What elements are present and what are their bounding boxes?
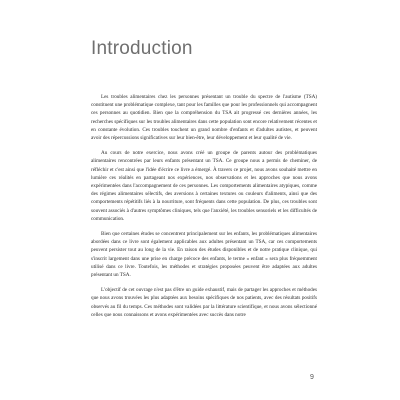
paragraph: Au cours de notre exercice, nous avons créé un groupe de parents autour des problématiques alimentaires rencontrées par leurs enfants présentant un TSA. Ce groupe nous a permis de cheminer, de réfléchir et c'est ainsi que l'idée d'écrire ce livre a émergé. À travers ce projet, nous avons souhaité mettre en lumière ces réalités en partageant nos expériences, nos observations et les approches que nous avons expérimentées dans l'accompagnement de ces personnes. Les comportements alimentaires atypiques, comme des régimes alimentaires sélectifs, des aversions à certaines textures ou couleurs d'aliments, ainsi que des comportements répétitifs liés à la nourriture, sont fréquents dans cette population. De plus, ces troubles sont souvent associés à d'autres symptômes cliniques, tels que l'anxiété, les troubles sensoriels et les difficultés de communication.: [91, 150, 317, 222]
paragraph: L'objectif de cet ouvrage n'est pas d'être un guide exhaustif, mais de partager les approches et méthodes que nous avons trouvées les plus adaptées aux besoins spécifiques de nos patients, avec des résultats positifs observés au fil du temps. Ces méthodes sont validées par la littérature scientifique, et nous avons sélectionné celles que nous connaissons et avons expérimentées avec succès dans notre: [91, 287, 317, 318]
page-number: 9: [310, 374, 314, 381]
page-title: Introduction: [91, 38, 193, 59]
paragraph: Les troubles alimentaires chez les personnes présentant un trouble du spectre de l'autisme (TSA) constituent une problématique complexe, tant pour les familles que pour les professionnels qui accompagnent ces personnes au quotidien. Bien que la compréhension du TSA ait progressé ces dernières années, les recherches spécifiques sur les troubles alimentaires dans cette population sont encore relativement récentes et en constante évolution. Ces troubles touchent un grand nombre d'enfants et d'adultes autistes, et peuvent avoir des répercussions significatives sur leur bien-être, leur développement et leur qualité de vie.: [91, 94, 317, 142]
paragraph: Bien que certaines études se concentrent principalement sur les enfants, les problématiques alimentaires abordées dans ce livre sont également applicables aux adultes présentant un TSA, car ces comportements peuvent persister tout au long de la vie. En raison des études disponibles et de notre pratique clinique, qui s'inscrit largement dans une prise en charge précoce des enfants, le terme « enfant » sera plus fréquemment utilisé dans ce livre. Toutefois, les méthodes et stratégies proposées peuvent être adaptées aux adultes présentant un TSA.: [91, 231, 317, 279]
body-text: [91, 93, 317, 326]
